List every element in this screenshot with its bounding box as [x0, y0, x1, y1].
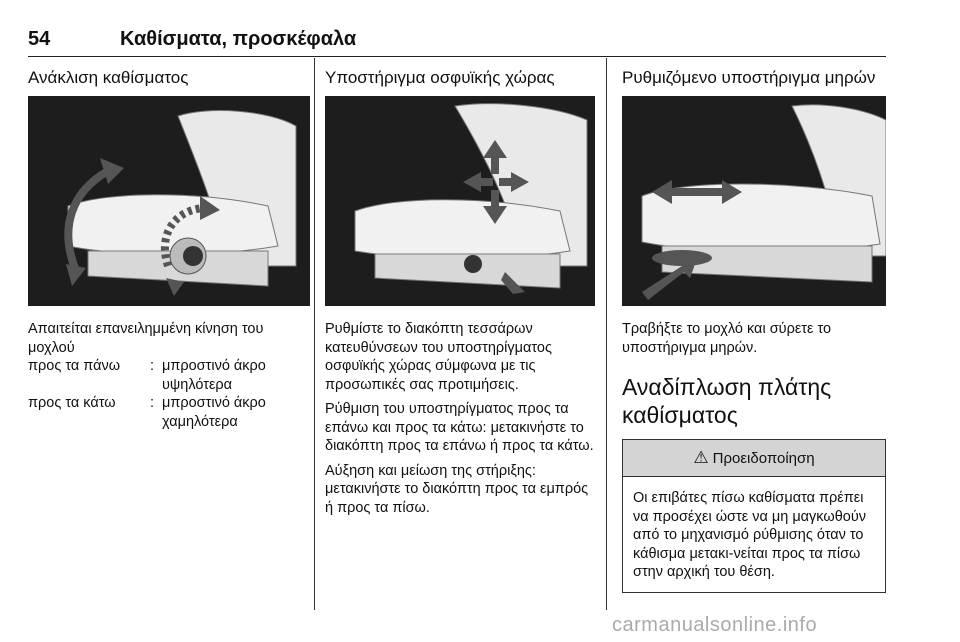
thigh-support-illustration — [622, 96, 886, 306]
warning-title: Προειδοποίηση — [712, 449, 815, 467]
column-divider — [606, 58, 607, 610]
page-number: 54 — [28, 28, 51, 50]
warning-text: Οι επιβάτες πίσω καθίσματα πρέπει να προσέχει ώστε να μη μαγκωθούν από το μηχανισμό ρύθμισης όταν το κάθισμα μετακι-νείται προς τα πίσω στην αρχική του θέση. — [633, 490, 867, 580]
row-value: μπροστινό άκρο χαμηλότερα — [162, 395, 266, 430]
row-key: προς τα πάνω — [28, 358, 121, 374]
adjust-row-up — [28, 357, 310, 394]
warning-icon: ⚠ — [693, 448, 709, 467]
section-heading: Ρυθμιζόμενο υποστήριγμα μηρών — [622, 68, 876, 87]
page-title: Καθίσματα, προσκέφαλα — [120, 28, 357, 50]
lumbar-illustration — [325, 96, 595, 306]
seat-tilt-text: Απαιτείται επανειλημμένη κίνηση του μοχλού — [28, 321, 264, 356]
seat-tilt-illustration — [28, 96, 310, 306]
lumbar-paragraph-3: Αύξηση και μείωση της στήριξης: μετακινήστε το διακόπτη προς τα εμπρός ή προς τα πίσω. — [325, 462, 589, 516]
column-seat-tilt — [28, 58, 310, 431]
column-thigh-support — [622, 58, 886, 593]
column-divider — [314, 58, 315, 610]
row-sep: : — [150, 358, 155, 374]
warning-box — [622, 439, 886, 593]
row-key: προς τα κάτω — [28, 395, 116, 411]
section-heading: Υποστήριγμα οσφυϊκής χώρας — [325, 68, 555, 87]
section-heading-fold: Αναδίπλωση πλάτης καθίσματος — [622, 374, 832, 428]
warning-header — [623, 440, 885, 477]
lumbar-paragraph-1: Ρυθμίστε το διακόπτη τεσσάρων κατευθύνσεων του υποστηρίγματος οσφυϊκής χώρας σύμφωνα με τις προσωπικές σας προτιμήσεις. — [325, 321, 552, 393]
thigh-support-text: Τραβήξτε το μοχλό και σύρετε το υποστήριγμα μηρών. — [622, 321, 832, 356]
row-value: μπροστινό άκρο υψηλότερα — [162, 358, 266, 393]
watermark: carmanualsonline.info — [612, 614, 818, 636]
adjust-row-down — [28, 394, 310, 431]
page-header — [28, 22, 886, 57]
row-sep: : — [150, 395, 155, 411]
column-lumbar — [325, 58, 595, 517]
section-heading: Ανάκλιση καθίσματος — [28, 68, 189, 87]
lumbar-paragraph-2: Ρύθμιση του υποστηρίγματος προς τα επάνω και προς τα κάτω: μετακινήστε το διακόπτη προς τα επάνω ή προς τα κάτω. — [325, 401, 594, 454]
